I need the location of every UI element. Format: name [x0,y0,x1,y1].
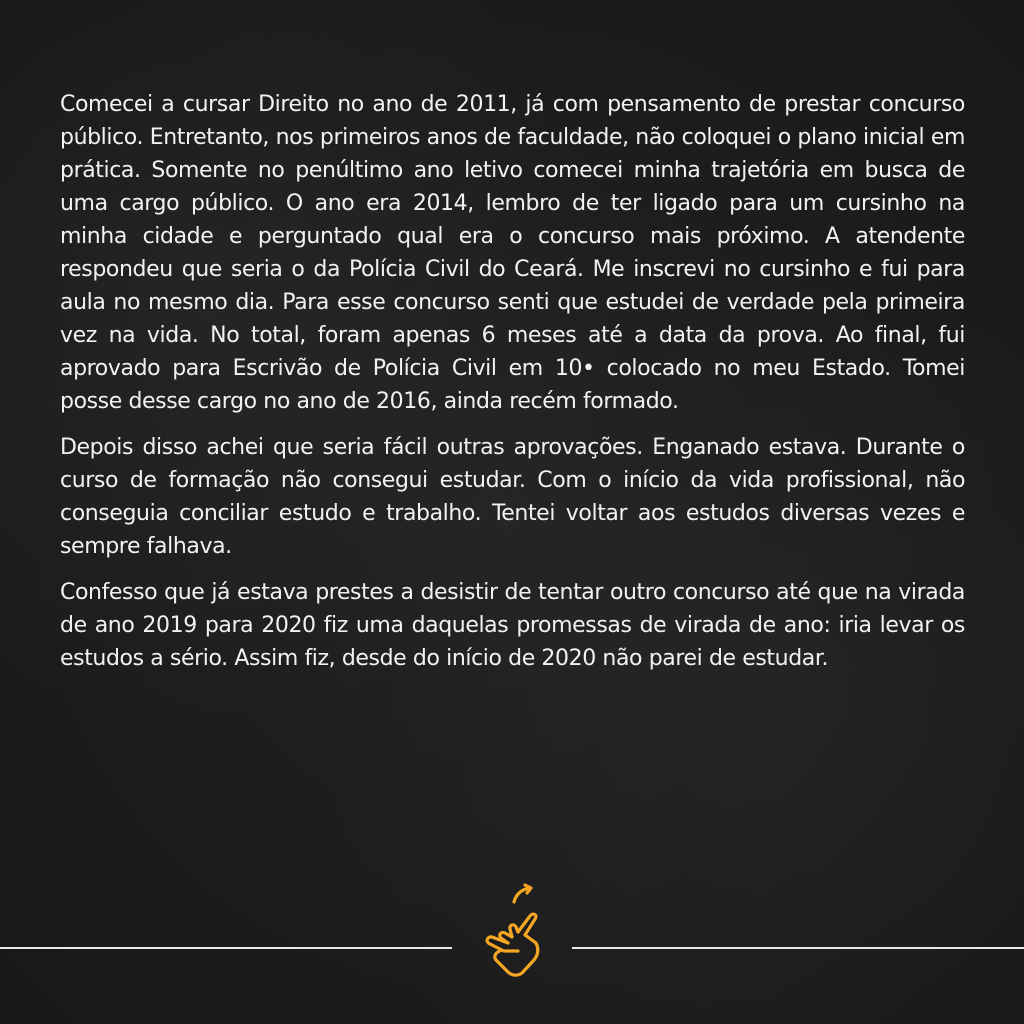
swipe-footer [0,880,1024,980]
paragraph-2: Depois disso achei que seria fácil outras aprovações. Enganado estava. Durante o curso de formação não consegui estudar. Com o início da vida profissional, não conseguia conciliar estudo e trabalho. Tentei voltar aos estudos diversas vezes e sempre falhava. [60,435,965,559]
story-text [60,88,965,688]
paragraph-1: Comecei a cursar Direito no ano de 2011, já com pensamento de prestar concurso público. Entretanto, nos primeiros anos de faculdade, não coloquei o plano inicial em prática. Somente no penúltimo ano letivo comecei minha trajetória em busca de uma cargo público. O ano era 2014, lembro de ter ligado para um cursinho na minha cidade e perguntado qual era o concurso mais próximo. A atendente respondeu que seria o da Polícia Civil do Ceará. Me inscrevi no cursinho e fui para aula no mesmo dia. Para esse concurso senti que estudei de verdade pela primeira vez na vida. No total, foram apenas 6 meses até a data da prova. Ao final, fui aprovado para Escrivão de Polícia Civil em 10• colocado no meu Estado. Tomei posse desse cargo no ano de 2016, ainda recém formado. [60,92,965,414]
swipe-hand-icon[interactable] [478,880,550,980]
divider-left [0,947,452,949]
paragraph-3: Confesso que já estava prestes a desistir de tentar outro concurso até que na virada de ano 2019 para 2020 fiz uma daquelas promessas de virada de ano: iria levar os estudos a sério. Assim fiz, desde do início de 2020 não parei de estudar. [60,580,965,671]
divider-right [572,947,1024,949]
